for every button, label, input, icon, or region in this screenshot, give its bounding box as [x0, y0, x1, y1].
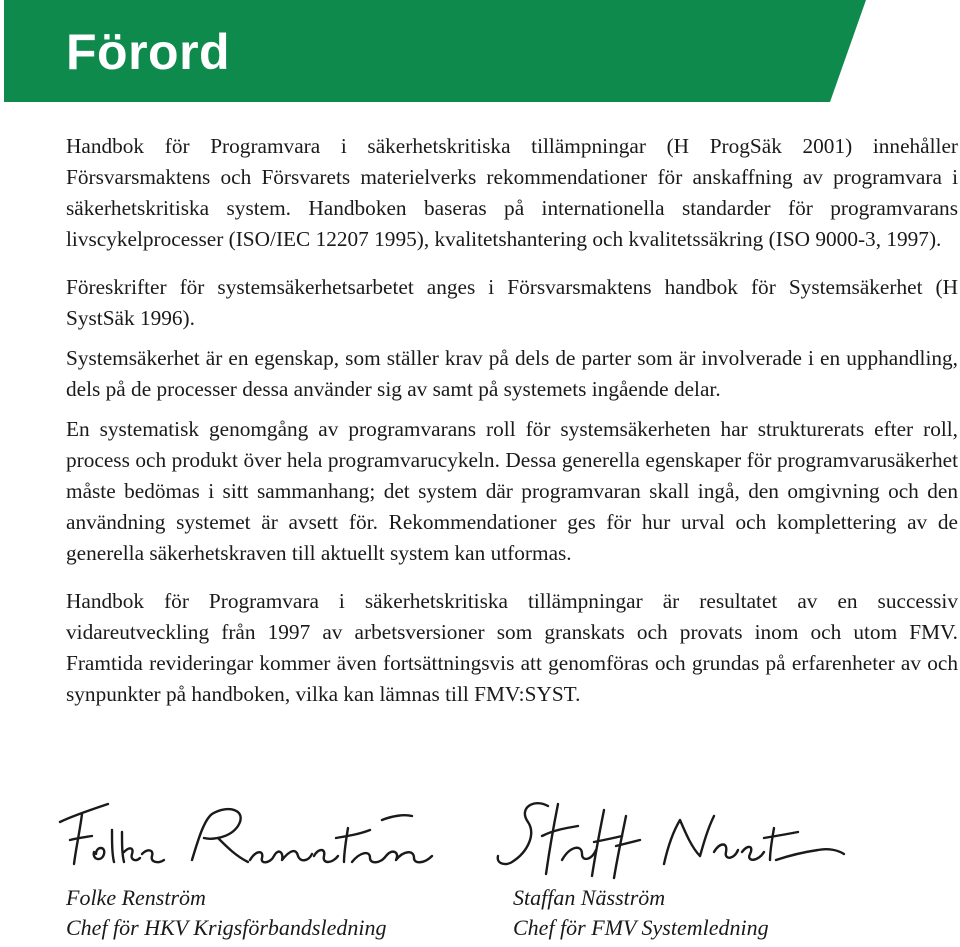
signatory-name: Folke Renström [66, 885, 206, 910]
handwritten-signature [488, 790, 848, 882]
header-banner [0, 0, 960, 102]
page-title: Förord [66, 24, 231, 80]
signature-block-left [52, 790, 452, 943]
signature-block-right [488, 790, 848, 943]
handwritten-signature [52, 790, 452, 882]
paragraph-intro: Handbok för Programvara i säkerhetskritiska tillämpningar (H ProgSäk 2001) innehåller Försvarsmaktens och Försvarets materielverks rekommendationer för anskaffning av programvara i säkerhetskritiska system. Handboken baseras på internationella standarder för programvarans livscykelprocesser (ISO/IEC 12207 1995), kvalitetshantering och kvalitetssäkring (ISO 9000-3, 1997). [66, 134, 958, 251]
paragraph-regulations: Föreskrifter för systemsäkerhetsarbetet anges i Försvarsmaktens handbok för Systemsäkerhet (H SystSäk 1996). [66, 275, 958, 330]
signatory-title: Chef för HKV Krigsförbandsledning [66, 915, 387, 940]
foreword-body [66, 131, 958, 719]
signatory-name: Staffan Näsström [513, 885, 666, 910]
paragraph-system-safety: Systemsäkerhet är en egenskap, som ställer krav på dels de parter som är involverade i en upphandling, dels på de processer dessa använder sig av samt på systemets ingående delar. [66, 346, 958, 401]
paragraph-development: Handbok för Programvara i säkerhetskritiska tillämpningar är resultatet av en successiv vidareutveckling från 1997 av arbetsversioner som granskats och provats inom och utom FMV. Framtida revideringar kommer även fortsättningsvis att genomföras och grundas på erfarenheter av och synpunkter på handboken, vilka kan lämnas till FMV:SYST. [66, 589, 958, 706]
signatory-title: Chef för FMV Systemledning [513, 915, 769, 940]
paragraph-systematic-review: En systematisk genomgång av programvarans roll för systemsäkerheten har strukturerats efter roll, process och produkt över hela programvarucykeln. Dessa generella egenskaper för programvarusäkerhet måste bedömas i sitt sammanhang; det system där programvaran skall ingå, den omgivning och den användning systemet är avsett för. Rekommendationer ges för hur urval och komplettering av de generella säkerhetskraven till aktuellt system kan utformas. [66, 417, 958, 565]
